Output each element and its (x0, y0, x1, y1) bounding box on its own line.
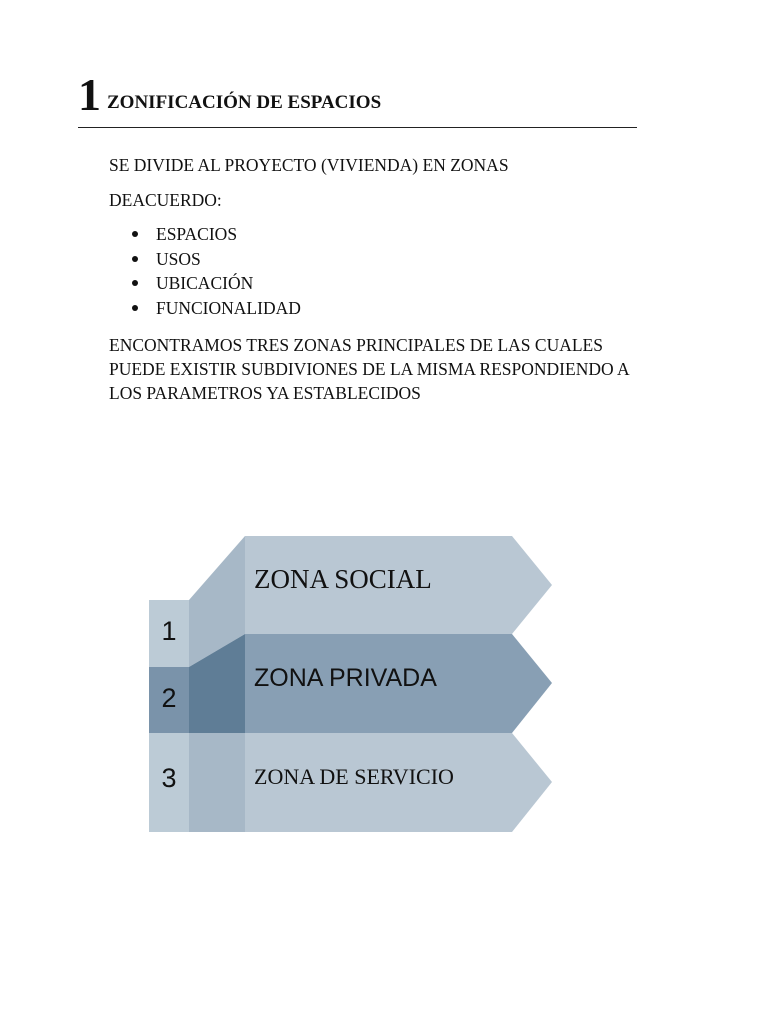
list-item: USOS (130, 247, 301, 272)
list-item: FUNCIONALIDAD (130, 296, 301, 321)
zone-2-number: 2 (161, 683, 177, 713)
section-number: 1 (78, 69, 101, 120)
section-title: ZONIFICACIÓN DE ESPACIOS (107, 92, 382, 113)
zone-1-number: 1 (161, 616, 177, 646)
zone-3-label: ZONA DE SERVICIO (254, 764, 454, 789)
zone-3-connector (189, 733, 245, 832)
zone-2-label: ZONA PRIVADA (254, 664, 437, 692)
list-item: UBICACIÓN (130, 271, 301, 296)
conclusion-paragraph: ENCONTRAMOS TRES ZONAS PRINCIPALES DE LAS CUALES PUEDE EXISTIR SUBDIVIONES DE LA MISMA RESPONDIENDO A LOS PARAMETROS YA ESTABLECIDOS (109, 335, 629, 403)
zone-3-number: 3 (161, 763, 177, 793)
intro-paragraph: SE DIVIDE AL PROYECTO (VIVIENDA) EN ZONAS (109, 155, 509, 175)
list-item: ESPACIOS (130, 222, 301, 247)
zone-1-label: ZONA SOCIAL (254, 564, 432, 594)
according-paragraph: DEACUERDO: (109, 190, 222, 210)
